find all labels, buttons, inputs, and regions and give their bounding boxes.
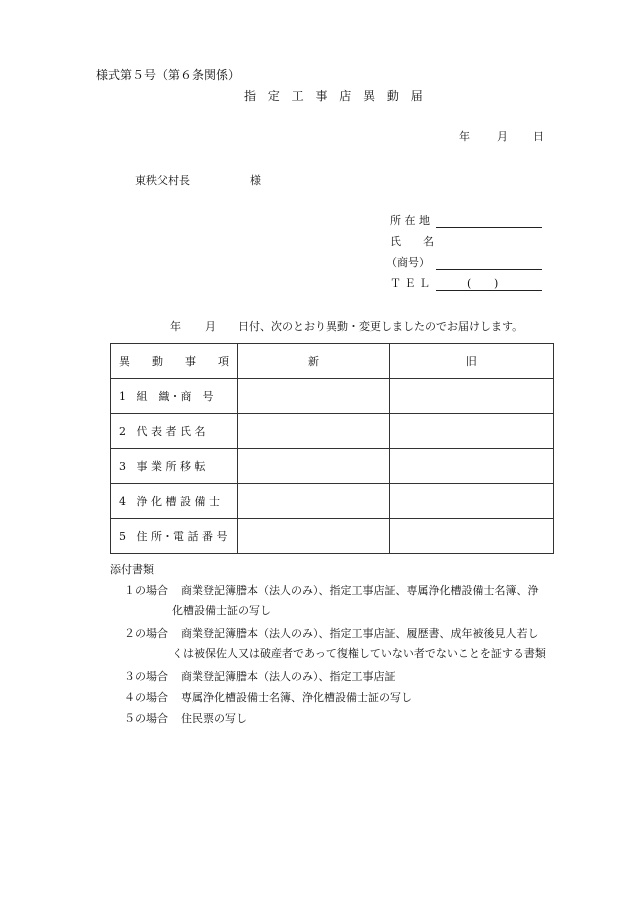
attachment-case: ２の場合 [124,627,168,640]
attachments-heading: 添付書類 [110,563,154,576]
tel-field-line[interactable] [436,290,542,291]
attachment-text-cont: 化槽設備士証の写し [172,604,271,617]
row-new-cell[interactable] [238,519,389,554]
date-year-label: 年 [459,130,470,143]
row-new-cell[interactable] [238,449,389,484]
attachment-case: ５の場合 [124,712,168,725]
row-label-cell: 2 代 表 者 氏 名 [111,414,238,449]
row-old-cell[interactable] [389,484,553,519]
tel-paren-close: ) [494,277,499,290]
document-title: 指 定 工 事 店 異 動 届 [244,89,427,103]
attachment-item [124,670,574,684]
date-day-label: 日 [533,130,544,143]
address-field-line[interactable] [436,227,542,228]
trade-name-field-line[interactable] [436,269,542,270]
change-items-table [110,343,554,554]
attachment-case: ３の場合 [124,670,168,683]
attachment-item [124,691,574,705]
tel-label: Ｔ Ｅ Ｌ [390,277,430,290]
row-old-cell[interactable] [389,449,553,484]
tel-paren-open: ( [467,277,472,290]
header-old: 旧 [389,344,553,379]
trade-name-label: （商号） [386,256,430,269]
row-label-cell: 5 住 所・電 話 番 号 [111,519,238,554]
row-label-cell: 1 組 織・商 号 [111,379,238,414]
row-label-cell: 3 事 業 所 移 転 [111,449,238,484]
attachment-item [124,584,574,618]
table-header-row [111,344,554,379]
row-new-cell[interactable] [238,379,389,414]
attachment-text: 専属浄化槽設備士名簿、浄化槽設備士証の写し [181,691,412,704]
attachment-text: 住民票の写し [181,712,247,725]
row-old-cell[interactable] [389,519,553,554]
attachment-case: １の場合 [124,584,168,597]
table-row [111,379,554,414]
date-month-label: 月 [497,130,508,143]
attachment-case: ４の場合 [124,691,168,704]
statement-text: 日付、次のとおり異動・変更しましたのでお届けします。 [238,320,524,333]
table-row [111,414,554,449]
attachment-item [124,712,574,726]
statement-year: 年 [170,320,181,333]
attachment-text: 商業登記簿謄本（法人のみ）、指定工事店証 [181,670,396,683]
row-old-cell[interactable] [389,379,553,414]
addressee-name: 東秩父村長 [135,174,190,187]
row-new-cell[interactable] [238,484,389,519]
header-new: 新 [238,344,389,379]
header-item: 異 動 事 項 [111,344,238,379]
table-row [111,484,554,519]
attachment-text: 商業登記簿謄本（法人のみ）、指定工事店証、履歴書、成年被後見人若し [181,627,539,640]
form-number: 様式第５号（第６条関係） [96,68,241,82]
table-row [111,449,554,484]
table-row [111,519,554,554]
row-label-cell: 4 浄 化 槽 設 備 士 [111,484,238,519]
addressee-honorific: 様 [250,174,261,187]
address-label: 所 在 地 [390,214,430,227]
name-label: 氏 名 [390,235,434,248]
row-old-cell[interactable] [389,414,553,449]
attachment-text: 商業登記簿謄本（法人のみ）、指定工事店証、専属浄化槽設備士名簿、浄 [181,584,539,597]
attachment-text-cont: くは被保佐人又は破産者であって復権していない者でないことを証する書類 [172,647,546,660]
statement-month: 月 [205,320,216,333]
attachment-item [124,627,574,661]
row-new-cell[interactable] [238,414,389,449]
